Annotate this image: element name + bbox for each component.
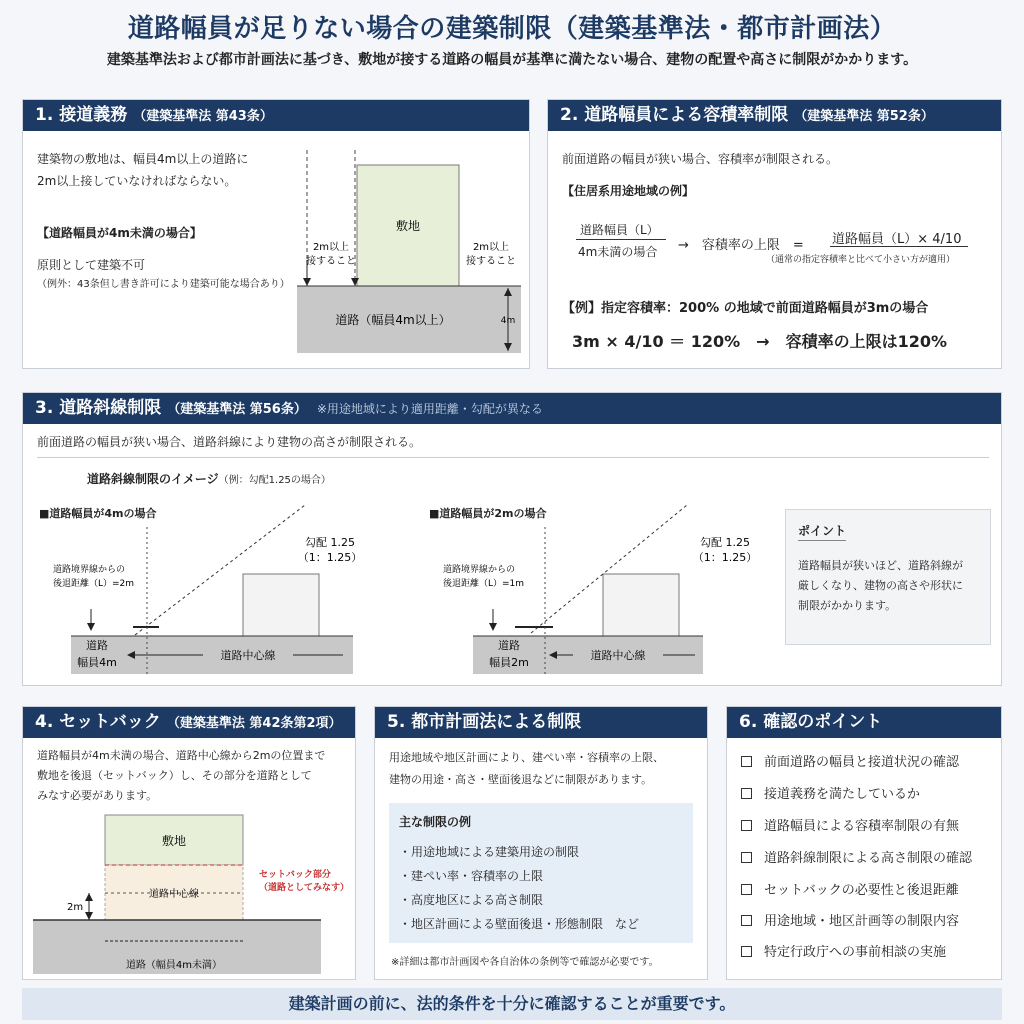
point-text-2: 厳しくなり、建物の高さや形状に [798,579,963,592]
city-text-1: 用途地域や地区計画により、建ぺい率・容積率の上限、 [389,751,664,764]
slope-4m-1: 勾配 1.25 [305,536,355,549]
restriction-item: ・用途地域による建築用途の制限 [399,845,580,859]
restriction-title: 主な制限の例 [399,815,472,829]
road-2m-1: 道路 [498,639,520,652]
checklist-item[interactable]: 特定行政庁への事前相談の実施 [741,941,946,960]
case-2m-label: ■道路幅員が2mの場合 [429,507,547,520]
panel-far-limit-header: 2. 道路幅員による容積率制限 （建築基準法 第52条） [548,100,1001,131]
setback-text-2: 敷地を後退（セットバック）し、その部分を道路として [37,769,312,782]
center-line-2m: 道路中心線 [590,649,646,662]
slope-4m-2: （1：1.25） [297,551,363,564]
far-fraction-bottom: 4m未満の場合 [578,245,658,259]
checkbox-icon[interactable] [741,946,752,957]
left-frontage-label-1: 2m以上 [312,242,350,253]
checkbox-icon[interactable] [741,884,752,895]
checklist-item[interactable]: 道路幅員による容積率制限の有無 [741,815,959,834]
road-width-dim: 4m [500,316,516,326]
checklist-item[interactable]: 用途地域・地区計画等の制限内容 [741,910,959,929]
panel-city-planning-header: 5. 都市計画法による制限 [375,707,707,738]
road-2m-2: 幅員2m [489,656,529,669]
checkbox-icon[interactable] [741,915,752,926]
right-frontage-label-1: 2m以上 [472,242,510,253]
road-access-text-1: 建築物の敷地は、幅員4m以上の道路に [37,152,249,166]
setback-4m-2: 後退距離（L）=2m [53,579,135,589]
road-access-case-note: （例外：43条但し書き許可により建築可能な場合あり） [37,279,290,290]
road-4m-2: 幅員4m [77,656,117,669]
panel-road-slope-header: 3. 道路斜線制限 （建築基準法 第56条） ※用途地域により適用距離・勾配が異なる [23,393,1001,424]
case-4m-label: ■道路幅員が4mの場合 [39,507,157,520]
panel-checklist [726,706,1002,980]
far-intro: 前面道路の幅員が狭い場合、容積率が制限される。 [562,152,839,166]
setback-red-2: （道路としてみなす） [259,883,350,893]
building-2m [603,574,679,636]
checklist-item[interactable]: 前面道路の幅員と接道状況の確認 [741,751,959,770]
road-label: 道路（幅員4m以上） [335,313,451,327]
center-line-4m: 道路中心線 [220,649,276,662]
road-access-case-text: 原則として建築不可 [37,258,146,272]
point-text-1: 道路幅員が狭いほど、道路斜線が [798,559,963,572]
far-example-line: 【例】指定容積率：200% の地域で前面道路幅員が3mの場合 [562,301,929,316]
panel-setback [22,706,356,980]
checkbox-icon[interactable] [741,788,752,799]
setback-2m-2: 後退距離（L）=1m [443,579,525,589]
road-slope-intro: 前面道路の幅員が狭い場合、道路斜線により建物の高さが制限される。 [37,435,422,449]
city-note: ※詳細は都市計画図や各自治体の条例等で確認が必要です。 [391,957,659,968]
setback-dim: 2m [67,902,84,913]
far-calculation: 3m × 4/10 ＝ 120% → 容積率の上限は120% [572,332,948,351]
checkbox-icon[interactable] [741,756,752,767]
road-slope-image-title: 道路斜線制限のイメージ（例：勾配1.25の場合） [87,472,331,486]
far-fraction-top: 道路幅員（L） [580,223,659,237]
far-arrow-label: → 容積率の上限 = [678,238,804,253]
setback-red-1: セットバック部分 [259,870,331,880]
panel-checklist-header: 6. 確認のポイント [727,707,1001,738]
setback-center-label: 道路中心線 [149,889,199,900]
road-slope-4m-diagram [43,497,393,677]
setback-2m-1: 道路境界線からの [443,565,516,575]
site-label: 敷地 [395,219,421,233]
panel-setback-header: 4. セットバック （建築基準法 第42条第2項） [23,707,355,738]
setback-text-1: 道路幅員が4m未満の場合、道路中心線から2mの位置まで [37,749,326,762]
panel-far-limit [547,99,1002,369]
setback-4m-1: 道路境界線からの [53,565,126,575]
point-text-3: 制限がかかります。 [798,599,897,612]
road-access-case-title: 【道路幅員が4m未満の場合】 [37,226,202,240]
road-4m-1: 道路 [86,639,108,652]
far-fraction-bar [576,239,666,240]
panel-road-access [22,99,530,369]
setback-text-3: みなす必要があります。 [37,789,158,802]
checklist-item[interactable]: 道路斜線制限による高さ制限の確認 [741,847,972,866]
building-4m [243,574,319,636]
restriction-item: ・建ぺい率・容積率の上限 [399,869,544,883]
right-frontage-label-2: 接すること [466,256,516,267]
left-frontage-label-2: 接すること [306,256,356,267]
checklist-item[interactable]: セットバックの必要性と後退距離 [741,879,959,898]
restriction-item: ・地区計画による壁面後退・形態制限 など [399,917,640,931]
checkbox-icon[interactable] [741,820,752,831]
far-example-head: 【住居系用途地域の例】 [562,184,695,198]
page-title: 道路幅員が足りない場合の建築制限（建築基準法・都市計画法） [127,14,897,44]
far-formula: 道路幅員（L）× 4/10 [832,232,962,247]
road-slope-2m-diagram [433,497,793,677]
divider [37,457,989,458]
far-formula-bar [830,246,968,247]
far-formula-note: （通常の指定容積率と比べて小さい方が適用） [766,255,956,265]
road-access-diagram [293,140,529,365]
panel-road-slope [22,392,1002,686]
setback-diagram [31,809,353,979]
city-text-2: 建物の用途・高さ・壁面後退などに制限があります。 [389,773,653,786]
slope-2m-2: （1：1.25） [692,551,758,564]
point-title: ポイント [798,524,847,538]
restriction-item: ・高度地区による高さ制限 [399,893,544,907]
restriction-box [389,803,693,943]
footer-banner: 建築計画の前に、法的条件を十分に確認することが重要です。 [22,988,1002,1020]
slope-2m-1: 勾配 1.25 [700,536,750,549]
checklist-item[interactable]: 接道義務を満たしているか [741,783,920,802]
panel-road-access-header: 1. 接道義務 （建築基準法 第43条） [23,100,529,131]
road-access-text-2: 2m以上接していなければならない。 [37,174,237,188]
setback-site-label: 敷地 [161,834,187,848]
point-box [785,509,991,645]
setback-road-label: 道路（幅員4m未満） [125,960,223,971]
checkbox-icon[interactable] [741,852,752,863]
page-subtitle: 建築基準法および都市計画法に基づき、敷地が接する道路の幅員が基準に満たない場合、建物の配置や高さに制限がかかります。 [106,52,918,68]
panel-city-planning [374,706,708,980]
